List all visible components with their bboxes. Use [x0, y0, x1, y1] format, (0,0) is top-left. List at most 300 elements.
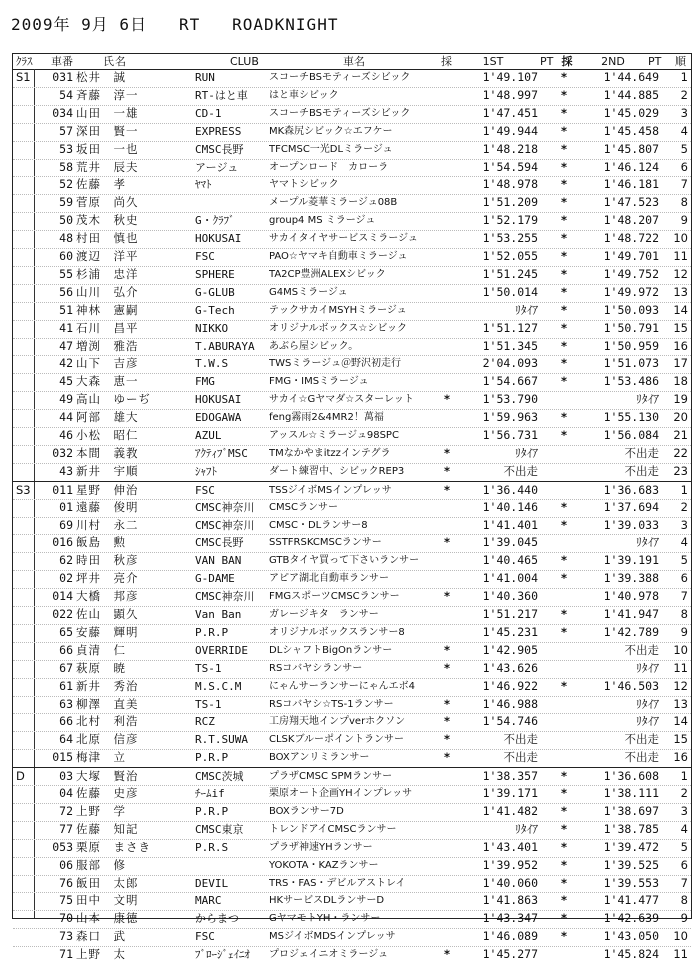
car-number-cell: 053	[52, 839, 73, 854]
car-name-cell: オリジナルボックス☆シビック	[269, 322, 407, 334]
header-first-run: 1ST	[482, 55, 504, 68]
driver-name-cell: 安藤 輝明	[76, 624, 139, 639]
table-row	[13, 302, 691, 320]
table-row	[13, 588, 691, 606]
row-divider	[13, 642, 691, 643]
second-run-time: 1'39.472	[603, 839, 659, 854]
row-divider	[13, 606, 691, 607]
club-cell: CMSC神奈川	[195, 500, 255, 514]
second-run-time: 不出走	[624, 750, 659, 765]
first-run-time: 1'56.731	[482, 428, 538, 442]
header-driver-name: 氏名	[103, 55, 127, 68]
second-run-mark: *	[560, 410, 567, 425]
table-row	[13, 660, 691, 678]
row-divider	[13, 338, 691, 339]
car-name-cell: PAO☆ヤマキ自動車ミラージュ	[269, 251, 408, 262]
row-divider	[13, 463, 691, 464]
second-run-time: 1'49.701	[603, 249, 659, 263]
second-run-time: 1'53.486	[603, 374, 659, 389]
rank-cell: 11	[673, 249, 688, 263]
car-name-cell: TSSジイボMSインプレッサ	[269, 484, 392, 496]
car-name-cell: FMG・IMSミラージュ	[269, 376, 369, 388]
rank-cell: 11	[673, 947, 688, 962]
driver-name-cell: 梅津 立	[76, 750, 126, 765]
car-number-cell: 66	[59, 714, 73, 729]
driver-name-cell: 山本 康德	[76, 911, 139, 926]
car-number-cell: 63	[59, 696, 73, 711]
club-cell: EXPRESS	[195, 124, 242, 138]
car-number-cell: 47	[59, 338, 73, 353]
first-run-time: 1'52.055	[482, 249, 538, 263]
second-run-mark: *	[560, 607, 567, 621]
row-divider	[13, 678, 691, 679]
table-row	[13, 857, 691, 875]
driver-name-cell: 佐藤 孝	[76, 177, 126, 192]
rank-cell: 11	[673, 660, 688, 675]
second-run-time: 1'46.124	[603, 159, 659, 174]
car-name-cell: ヤマトシビック	[269, 179, 339, 191]
car-name-cell: TA2CP豊洲ALEXシビック	[269, 268, 386, 280]
club-cell: MARC	[195, 894, 222, 908]
car-number-cell: 54	[59, 87, 73, 102]
row-divider	[13, 355, 691, 356]
car-name-cell: TRS・FAS・デビルアストレイ	[269, 877, 406, 889]
driver-name-cell: 菅原 尚久	[76, 195, 139, 210]
club-cell: OVERRIDE	[195, 643, 248, 657]
page-title: 2009年 9月 6日 RT ROADKNIGHT	[11, 15, 339, 34]
second-run-mark: *	[560, 499, 567, 514]
row-divider	[13, 875, 691, 876]
car-name-cell: アピア湖北自動車ランサー	[269, 573, 389, 585]
driver-name-cell: 遠藤 俊明	[76, 499, 139, 514]
rank-cell: 15	[673, 732, 688, 747]
header-second-run: 2ND	[601, 55, 625, 68]
table-row	[13, 123, 691, 141]
first-run-time: 1'40.060	[482, 875, 538, 890]
row-divider	[13, 588, 691, 589]
club-cell: ﾌﾞﾛｰｼﾞｪｲﾆｵ	[195, 948, 250, 962]
car-name-cell: テックサカイMSYHミラージュ	[269, 304, 407, 316]
row-divider	[13, 785, 691, 786]
row-divider	[13, 660, 691, 661]
club-cell: TS-1	[195, 697, 222, 711]
first-run-time: 1'50.014	[482, 284, 538, 299]
car-number-cell: 49	[59, 392, 73, 407]
second-run-mark: *	[560, 839, 567, 854]
car-name-cell: プラザCMSC SPMランサー	[269, 771, 393, 783]
table-row	[13, 87, 691, 105]
driver-name-cell: 大橋 邦彦	[76, 589, 139, 604]
second-run-time: ﾘﾀｲｱ	[636, 660, 659, 675]
row-divider	[13, 570, 691, 571]
second-run-time: ﾘﾀｲｱ	[636, 696, 659, 711]
header-pt-2: PT	[648, 55, 662, 68]
first-run-time: 1'41.863	[482, 893, 538, 908]
car-number-cell: 76	[59, 875, 73, 890]
car-name-cell: BOXランサー7D	[269, 805, 344, 817]
driver-name-cell: 神林 憲嗣	[76, 302, 139, 317]
club-cell: G-GLUB	[195, 285, 235, 299]
driver-name-cell: 阿部 雄大	[76, 410, 139, 425]
first-run-time: 1'39.171	[482, 786, 538, 800]
row-divider	[13, 212, 691, 213]
car-name-cell: ダート練習中、シビックREP3	[269, 465, 405, 477]
club-cell: FMG	[195, 375, 215, 389]
car-number-cell: 75	[59, 893, 73, 908]
rank-cell: 9	[680, 624, 688, 639]
table-row	[13, 463, 691, 481]
second-run-mark: *	[560, 266, 567, 281]
driver-name-cell: 佐藤 史彦	[76, 786, 139, 800]
second-run-time: 1'36.608	[603, 769, 659, 784]
row-divider	[13, 534, 691, 535]
second-run-time: 1'44.649	[603, 70, 659, 84]
table-row	[13, 194, 691, 212]
table-row	[13, 552, 691, 570]
rank-cell: 2	[680, 499, 688, 514]
second-run-mark: *	[560, 302, 567, 317]
driver-name-cell: 坂田 一也	[76, 141, 139, 156]
table-row	[13, 499, 691, 517]
second-run-time: ﾘﾀｲｱ	[636, 535, 659, 550]
first-run-time: 1'47.451	[482, 105, 538, 120]
car-name-cell: TWSミラージュ＠野沢初走行	[269, 358, 401, 370]
car-name-cell: SSTFRSKCMSCランサー	[269, 537, 382, 549]
table-row	[13, 284, 691, 302]
first-run-time: ﾘﾀｲｱ	[515, 821, 538, 836]
car-number-cell: 60	[59, 249, 73, 263]
second-run-mark: *	[560, 87, 567, 102]
rank-cell: 2	[680, 786, 688, 800]
car-number-cell: 50	[59, 213, 73, 228]
second-run-mark: *	[560, 70, 567, 84]
car-name-cell: BOXアンリミランサー	[269, 752, 370, 764]
car-number-cell: 61	[59, 678, 73, 693]
second-run-mark: *	[560, 249, 567, 263]
rank-cell: 7	[680, 875, 688, 890]
car-name-cell: サカイ☆Gヤマダ☆スターレット	[269, 394, 414, 406]
rank-cell: 23	[673, 463, 688, 478]
club-cell: AZUL	[195, 429, 222, 442]
driver-name-cell: 荒井 辰夫	[76, 159, 139, 174]
first-run-mark: *	[443, 445, 450, 460]
second-run-time: 1'50.791	[603, 320, 659, 335]
second-run-mark: *	[560, 803, 567, 818]
rank-cell: 6	[680, 159, 688, 174]
club-cell: RT-はと車	[195, 88, 248, 102]
second-run-mark: *	[560, 857, 567, 872]
driver-name-cell: 杉浦 忠洋	[76, 266, 139, 281]
club-cell: M.S.C.M	[195, 679, 242, 693]
table-row	[13, 875, 691, 893]
club-cell: FSC	[195, 250, 215, 263]
table-row	[13, 696, 691, 714]
club-cell: CMSC神奈川	[195, 590, 255, 604]
row-divider	[13, 731, 691, 732]
table-row	[13, 713, 691, 731]
first-run-time: 1'48.218	[482, 141, 538, 156]
first-run-time: 1'52.179	[482, 213, 538, 228]
row-divider	[13, 821, 691, 822]
rank-cell: 12	[673, 266, 688, 281]
first-run-mark: *	[443, 947, 450, 962]
driver-name-cell: 渡辺 洋平	[76, 249, 139, 263]
driver-name-cell: 坪井 亮介	[76, 571, 139, 586]
driver-name-cell: 小松 昭仁	[76, 428, 139, 442]
second-run-time: 1'55.130	[603, 410, 659, 425]
table-row	[13, 767, 691, 786]
table-row	[13, 534, 691, 552]
second-run-time: 1'45.824	[603, 947, 659, 962]
header-rank: 順	[675, 55, 686, 68]
row-divider	[13, 713, 691, 714]
car-name-cell: 栗原オート企画YHインプレッサ	[269, 788, 413, 799]
second-run-time: 1'39.388	[603, 571, 659, 586]
row-divider	[13, 320, 691, 321]
rank-cell: 1	[680, 70, 688, 84]
rank-cell: 8	[680, 893, 688, 908]
club-cell: FSC	[195, 930, 215, 944]
first-run-mark: *	[443, 463, 450, 478]
rank-cell: 3	[680, 803, 688, 818]
first-run-time: 1'54.594	[482, 159, 538, 174]
first-run-time: 2'04.093	[482, 356, 538, 371]
car-name-cell: RSコバヤシ☆TS-1ランサー	[269, 698, 394, 710]
rank-cell: 10	[673, 642, 688, 657]
table-row	[13, 230, 691, 248]
first-run-time: 不出走	[503, 463, 538, 478]
row-divider	[13, 391, 691, 392]
header-car-name: 車名	[343, 55, 365, 68]
club-cell: P.R.P	[195, 625, 229, 639]
header-class: ｸﾗｽ	[16, 55, 33, 68]
first-run-time: 1'51.127	[482, 320, 538, 335]
row-divider	[13, 87, 691, 88]
table-row	[13, 141, 691, 159]
row-divider	[13, 302, 691, 303]
second-run-mark: *	[560, 769, 567, 784]
driver-name-cell: 田中 文明	[76, 893, 139, 908]
table-row	[13, 69, 691, 87]
second-run-time: 1'38.111	[603, 786, 659, 800]
driver-name-cell: 萩原 暁	[76, 660, 126, 675]
rank-cell: 1	[680, 769, 688, 784]
second-run-mark: *	[560, 517, 567, 532]
car-name-cell: RSコバヤシランサー	[269, 662, 363, 674]
driver-name-cell: 上野 太	[76, 947, 126, 962]
club-cell: G-Tech	[195, 303, 235, 317]
table-row	[13, 928, 691, 946]
first-run-time: 1'54.746	[482, 714, 538, 729]
first-run-time: 1'41.482	[482, 803, 538, 818]
club-cell: T.ABURAYA	[195, 339, 255, 353]
row-divider	[13, 910, 691, 911]
first-run-time: 1'51.245	[482, 266, 538, 281]
rank-cell: 1	[680, 482, 688, 497]
second-run-time: 1'38.697	[603, 803, 659, 818]
table-row	[13, 176, 691, 194]
row-divider	[13, 803, 691, 804]
first-run-time: 1'43.401	[482, 839, 538, 854]
car-number-cell: 62	[59, 553, 73, 568]
rank-cell: 20	[673, 410, 688, 425]
driver-name-cell: 茂木 秋史	[76, 213, 139, 228]
club-cell: ｼｬﾌﾄ	[195, 464, 217, 478]
rank-cell: 14	[673, 714, 688, 729]
car-name-cell: feng霧雨2&4MR2！萬福	[269, 412, 384, 424]
table-row	[13, 642, 691, 660]
rank-cell: 4	[680, 535, 688, 550]
first-run-time: 1'46.988	[482, 696, 538, 711]
row-divider	[13, 517, 691, 518]
rank-cell: 12	[673, 678, 688, 693]
club-cell: FSC	[195, 483, 215, 497]
driver-name-cell: 栗原 まさき	[76, 839, 151, 854]
car-name-cell: YOKOTA・KAZランサー	[269, 859, 379, 871]
car-name-cell: CMSCランサー	[269, 501, 338, 513]
club-cell: R.T.SUWA	[195, 733, 248, 747]
second-run-time: 1'49.752	[603, 266, 659, 281]
rank-cell: 7	[680, 177, 688, 192]
car-name-cell: スコーチBSモティーズシビック	[269, 72, 411, 83]
driver-name-cell: 増渕 雅浩	[76, 338, 139, 353]
first-run-time: 1'48.997	[482, 87, 538, 102]
second-run-time: 1'37.694	[603, 499, 659, 514]
second-run-time: 1'36.683	[603, 482, 659, 497]
first-run-mark: *	[443, 696, 450, 711]
car-number-cell: 02	[59, 571, 73, 586]
car-number-cell: 65	[59, 624, 73, 639]
table-row	[13, 355, 691, 373]
rank-cell: 5	[680, 141, 688, 156]
club-cell: RUN	[195, 71, 215, 84]
car-name-cell: CMSC・DLランサー8	[269, 519, 368, 531]
driver-name-cell: 貞清 仁	[76, 642, 126, 657]
second-run-mark: *	[560, 786, 567, 800]
first-run-time: 1'45.277	[482, 947, 538, 962]
car-number-cell: 77	[59, 821, 73, 836]
second-run-mark: *	[560, 338, 567, 353]
table-row	[13, 391, 691, 409]
second-run-mark: *	[560, 678, 567, 693]
first-run-time: 1'48.978	[482, 177, 538, 192]
row-divider	[13, 624, 691, 625]
table-row	[13, 320, 691, 338]
car-number-cell: 43	[59, 463, 73, 478]
table-row	[13, 409, 691, 427]
car-number-cell: 48	[59, 231, 73, 246]
second-run-mark: *	[560, 911, 567, 926]
rank-cell: 8	[680, 607, 688, 621]
rank-cell: 5	[680, 839, 688, 854]
car-number-cell: 45	[59, 374, 73, 389]
car-name-cell: TFCMSC一光DLミラージュ	[269, 143, 393, 155]
club-cell: SPHERE	[195, 267, 235, 281]
car-name-cell: HKサービスDLランサーD	[269, 895, 385, 907]
club-cell: P.R.P	[195, 751, 229, 765]
first-run-time: 1'51.217	[482, 607, 538, 621]
second-run-time: 1'49.972	[603, 284, 659, 299]
car-number-cell: 71	[59, 947, 73, 962]
header-car-number: 車番	[51, 55, 73, 68]
driver-name-cell: 石川 昌平	[76, 320, 139, 335]
row-divider	[13, 266, 691, 267]
table-row	[13, 803, 691, 821]
first-run-time: 1'51.345	[482, 338, 538, 353]
car-number-cell: 04	[59, 786, 73, 800]
driver-name-cell: 新井 宇順	[76, 463, 139, 478]
car-name-cell: MK森尻シビック☆エフケー	[269, 125, 393, 137]
second-run-mark: *	[560, 231, 567, 246]
driver-name-cell: 時田 秋彦	[76, 553, 139, 568]
driver-name-cell: 服部 修	[76, 857, 126, 872]
second-run-mark: *	[560, 123, 567, 138]
car-number-cell: 022	[52, 607, 73, 621]
car-name-cell: メープル菱華ミラージュ08B	[269, 197, 398, 209]
car-number-cell: 01	[59, 499, 73, 514]
second-run-mark: *	[560, 428, 567, 442]
rank-cell: 4	[680, 821, 688, 836]
table-row	[13, 606, 691, 624]
first-run-time: 1'49.944	[482, 123, 538, 138]
table-row	[13, 785, 691, 803]
second-run-mark: *	[560, 141, 567, 156]
car-number-cell: 53	[59, 141, 73, 156]
rank-cell: 2	[680, 87, 688, 102]
class-cell: S1	[16, 70, 31, 84]
car-name-cell: トレンドアイCMSCランサー	[269, 823, 397, 835]
driver-name-cell: 山田 一雄	[76, 105, 139, 120]
second-run-time: 1'42.789	[603, 624, 659, 639]
car-number-cell: 42	[59, 356, 73, 371]
first-run-time: 1'49.107	[482, 70, 538, 84]
row-divider	[13, 892, 691, 893]
car-number-cell: 032	[52, 445, 73, 460]
second-run-mark: *	[560, 356, 567, 371]
club-cell: HOKUSAI	[195, 232, 242, 246]
rank-cell: 16	[673, 750, 688, 765]
driver-name-cell: 山下 吉彦	[76, 356, 139, 371]
second-run-mark: *	[560, 105, 567, 120]
club-cell: CD-1	[195, 106, 222, 120]
rank-cell: 10	[673, 231, 688, 246]
second-run-time: 1'39.525	[603, 857, 659, 872]
second-run-time: 不出走	[624, 732, 659, 747]
second-run-time: 1'50.093	[603, 302, 659, 317]
rank-cell: 21	[673, 428, 688, 442]
header-club: CLUB	[230, 55, 259, 68]
driver-name-cell: 上野 学	[76, 803, 126, 818]
car-name-cell: GTBタイヤ買って下さいランサー	[269, 555, 420, 567]
car-name-cell: 工房翔天地インプverホクソン	[269, 716, 406, 728]
row-divider	[13, 248, 691, 249]
second-run-time: 1'41.947	[603, 607, 659, 621]
rank-cell: 5	[680, 553, 688, 568]
second-run-time: 不出走	[624, 463, 659, 478]
rank-cell: 19	[673, 392, 688, 407]
club-cell: TS-1	[195, 661, 222, 675]
first-run-time: ﾘﾀｲｱ	[515, 445, 538, 460]
second-run-mark: *	[560, 374, 567, 389]
second-run-mark: *	[560, 159, 567, 174]
second-run-mark: *	[560, 177, 567, 192]
second-run-time: 1'39.033	[603, 517, 659, 532]
first-run-time: 1'41.401	[482, 517, 538, 532]
car-name-cell: プロジェイニオミラージュ	[269, 949, 388, 961]
row-divider	[13, 141, 691, 142]
rank-cell: 6	[680, 571, 688, 586]
first-run-mark: *	[443, 642, 450, 657]
